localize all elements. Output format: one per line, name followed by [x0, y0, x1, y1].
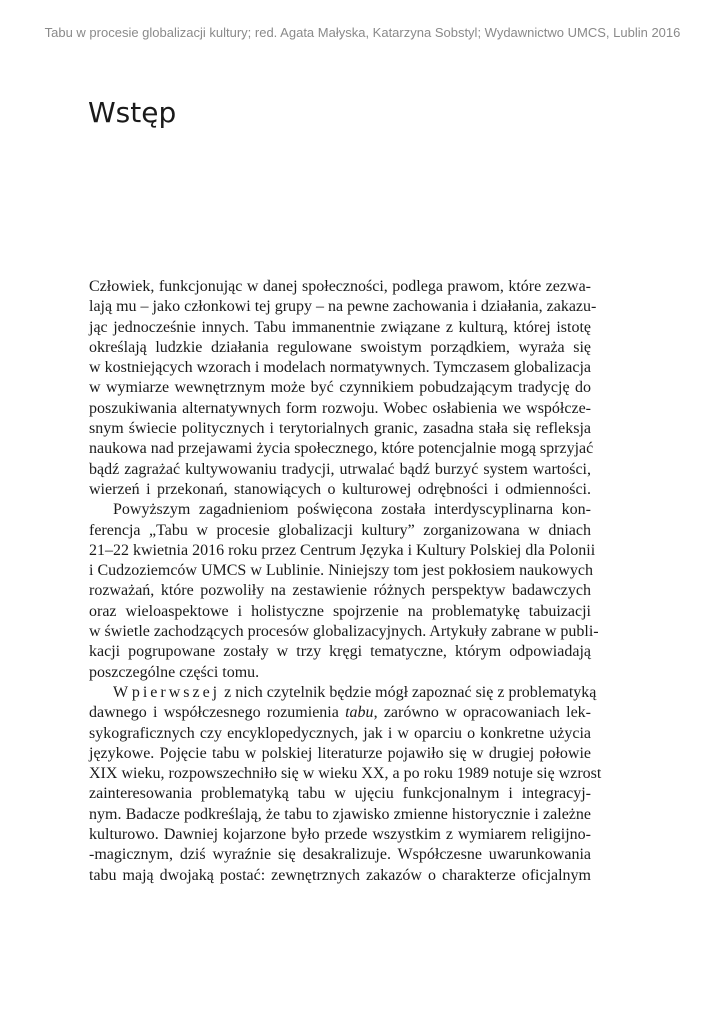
text-line: lają mu – jako członkowi tej grupy – na pewne zachowania i działania, zakazu- [89, 298, 597, 316]
text-line: Człowiek, funkcjonując w danej społeczności, podlega prawom, które zezwa- [89, 278, 591, 295]
text-line: określają ludzkie działania regulowane swoistym porządkiem, wyraża się [89, 338, 591, 356]
text-line: w świetle zachodzących procesów globalizacyjnych. Artykuły zabrane w publi- [89, 623, 599, 641]
chapter-title: Wstęp [88, 96, 177, 129]
text-line: 21–22 kwietnia 2016 roku przez Centrum Języka i Kultury Polskiej dla Polonii [89, 541, 596, 559]
text-line: naukowa nad przejawami życia społecznego, które potencjalnie mogą sprzyjać [89, 440, 594, 458]
text-line: tabu mają dwojaką postać: zewnętrznych zakazów o charakterze oficjalnym [89, 866, 591, 884]
text-line: rozważań, które pozwoliły na zestawienie różnych perspektyw badawczych [89, 582, 591, 600]
text-line: kulturowo. Dawniej kojarzone było przede wszystkim z wymiarem religijno- [89, 826, 591, 844]
text-line [89, 703, 591, 723]
paragraph-2 [89, 500, 599, 683]
paragraph-1 [89, 277, 597, 500]
text-line: językowe. Pojęcie tabu w polskiej literaturze pojawiło się w drugiej połowie [89, 744, 591, 762]
text-line: ferencja „Tabu w procesie globalizacji kultury” zorganizowana w dniach [89, 521, 591, 539]
paragraph-3 [89, 683, 602, 886]
text-line: bądź zagrażać kultywowaniu tradycji, utrwalać bądź burzyć system wartości, [89, 460, 591, 478]
text-line: nym. Badacze podkreślają, że tabu to zjawisko zmienne historycznie i zależne [89, 805, 591, 823]
text-line: -magicznym, dziś wyraźnie się desakralizuje. Współczesne uwarunkowania [89, 846, 591, 864]
text-run: dawnego i współczesnego rozumienia [89, 704, 346, 722]
text-line: i Cudzoziemców UMCS w Lublinie. Niniejszy tom jest pokłosiem naukowych [89, 562, 593, 580]
text-line: poszczególne części tomu. [89, 663, 260, 681]
text-line: jąc jednocześnie innych. Tabu immanentnie związane z kulturą, której istotę [89, 318, 591, 336]
text-line: poszukiwania alternatywnych form rozwoju. Wobec osłabienia we współcze- [89, 399, 591, 417]
text-line: w kostniejących wzorach i modelach normatywnych. Tymczasem globalizacja [89, 359, 591, 377]
page-bottom-margin [0, 910, 725, 1024]
text-line: Powyższym zagadnieniom poświęcona została interdyscyplinarna kon- [113, 501, 591, 519]
text-line: sykograficznych czy encyklopedycznych, jak i w oparciu o konkretne użycia [89, 724, 591, 742]
emphasized-word: pierwszej [131, 683, 221, 701]
text-run: W [113, 683, 132, 701]
text-line: zainteresowania problematyką tabu w ujęciu funkcjonalnym i integracyj- [89, 785, 591, 803]
text-line: oraz wieloaspektowe i holistyczne spojrzenie na problematykę tabuizacji [89, 602, 591, 620]
italic-term: tabu [345, 704, 374, 722]
text-line: wierzeń i przekonań, stanowiących o kulturowej odrębności i odmienności. [89, 480, 591, 498]
text-run: z nich czytelnik będzie mógł zapoznać się z problematyką [220, 683, 597, 701]
text-line [89, 683, 597, 703]
text-line: kacji pogrupowane zostały w trzy kręgi tematyczne, którym odpowiadają [89, 643, 591, 661]
text-run: , zarówno w opracowaniach lek- [373, 704, 591, 722]
text-line: w wymiarze wewnętrznym może być czynnikiem pobudzającym tradycję do [89, 379, 591, 397]
running-header: Tabu w procesie globalizacji kultury; red. Agata Małyska, Katarzyna Sobstyl; Wydawnictwo UMCS, Lublin 2016 [44, 25, 681, 40]
text-line: snym świecie politycznych i terytorialnych granic, zasadna stała się refleksja [89, 420, 591, 438]
body-text [89, 277, 602, 886]
text-line: XIX wieku, rozpowszechniło się w wieku XX, a po roku 1989 notuje się wzrost [89, 765, 602, 783]
